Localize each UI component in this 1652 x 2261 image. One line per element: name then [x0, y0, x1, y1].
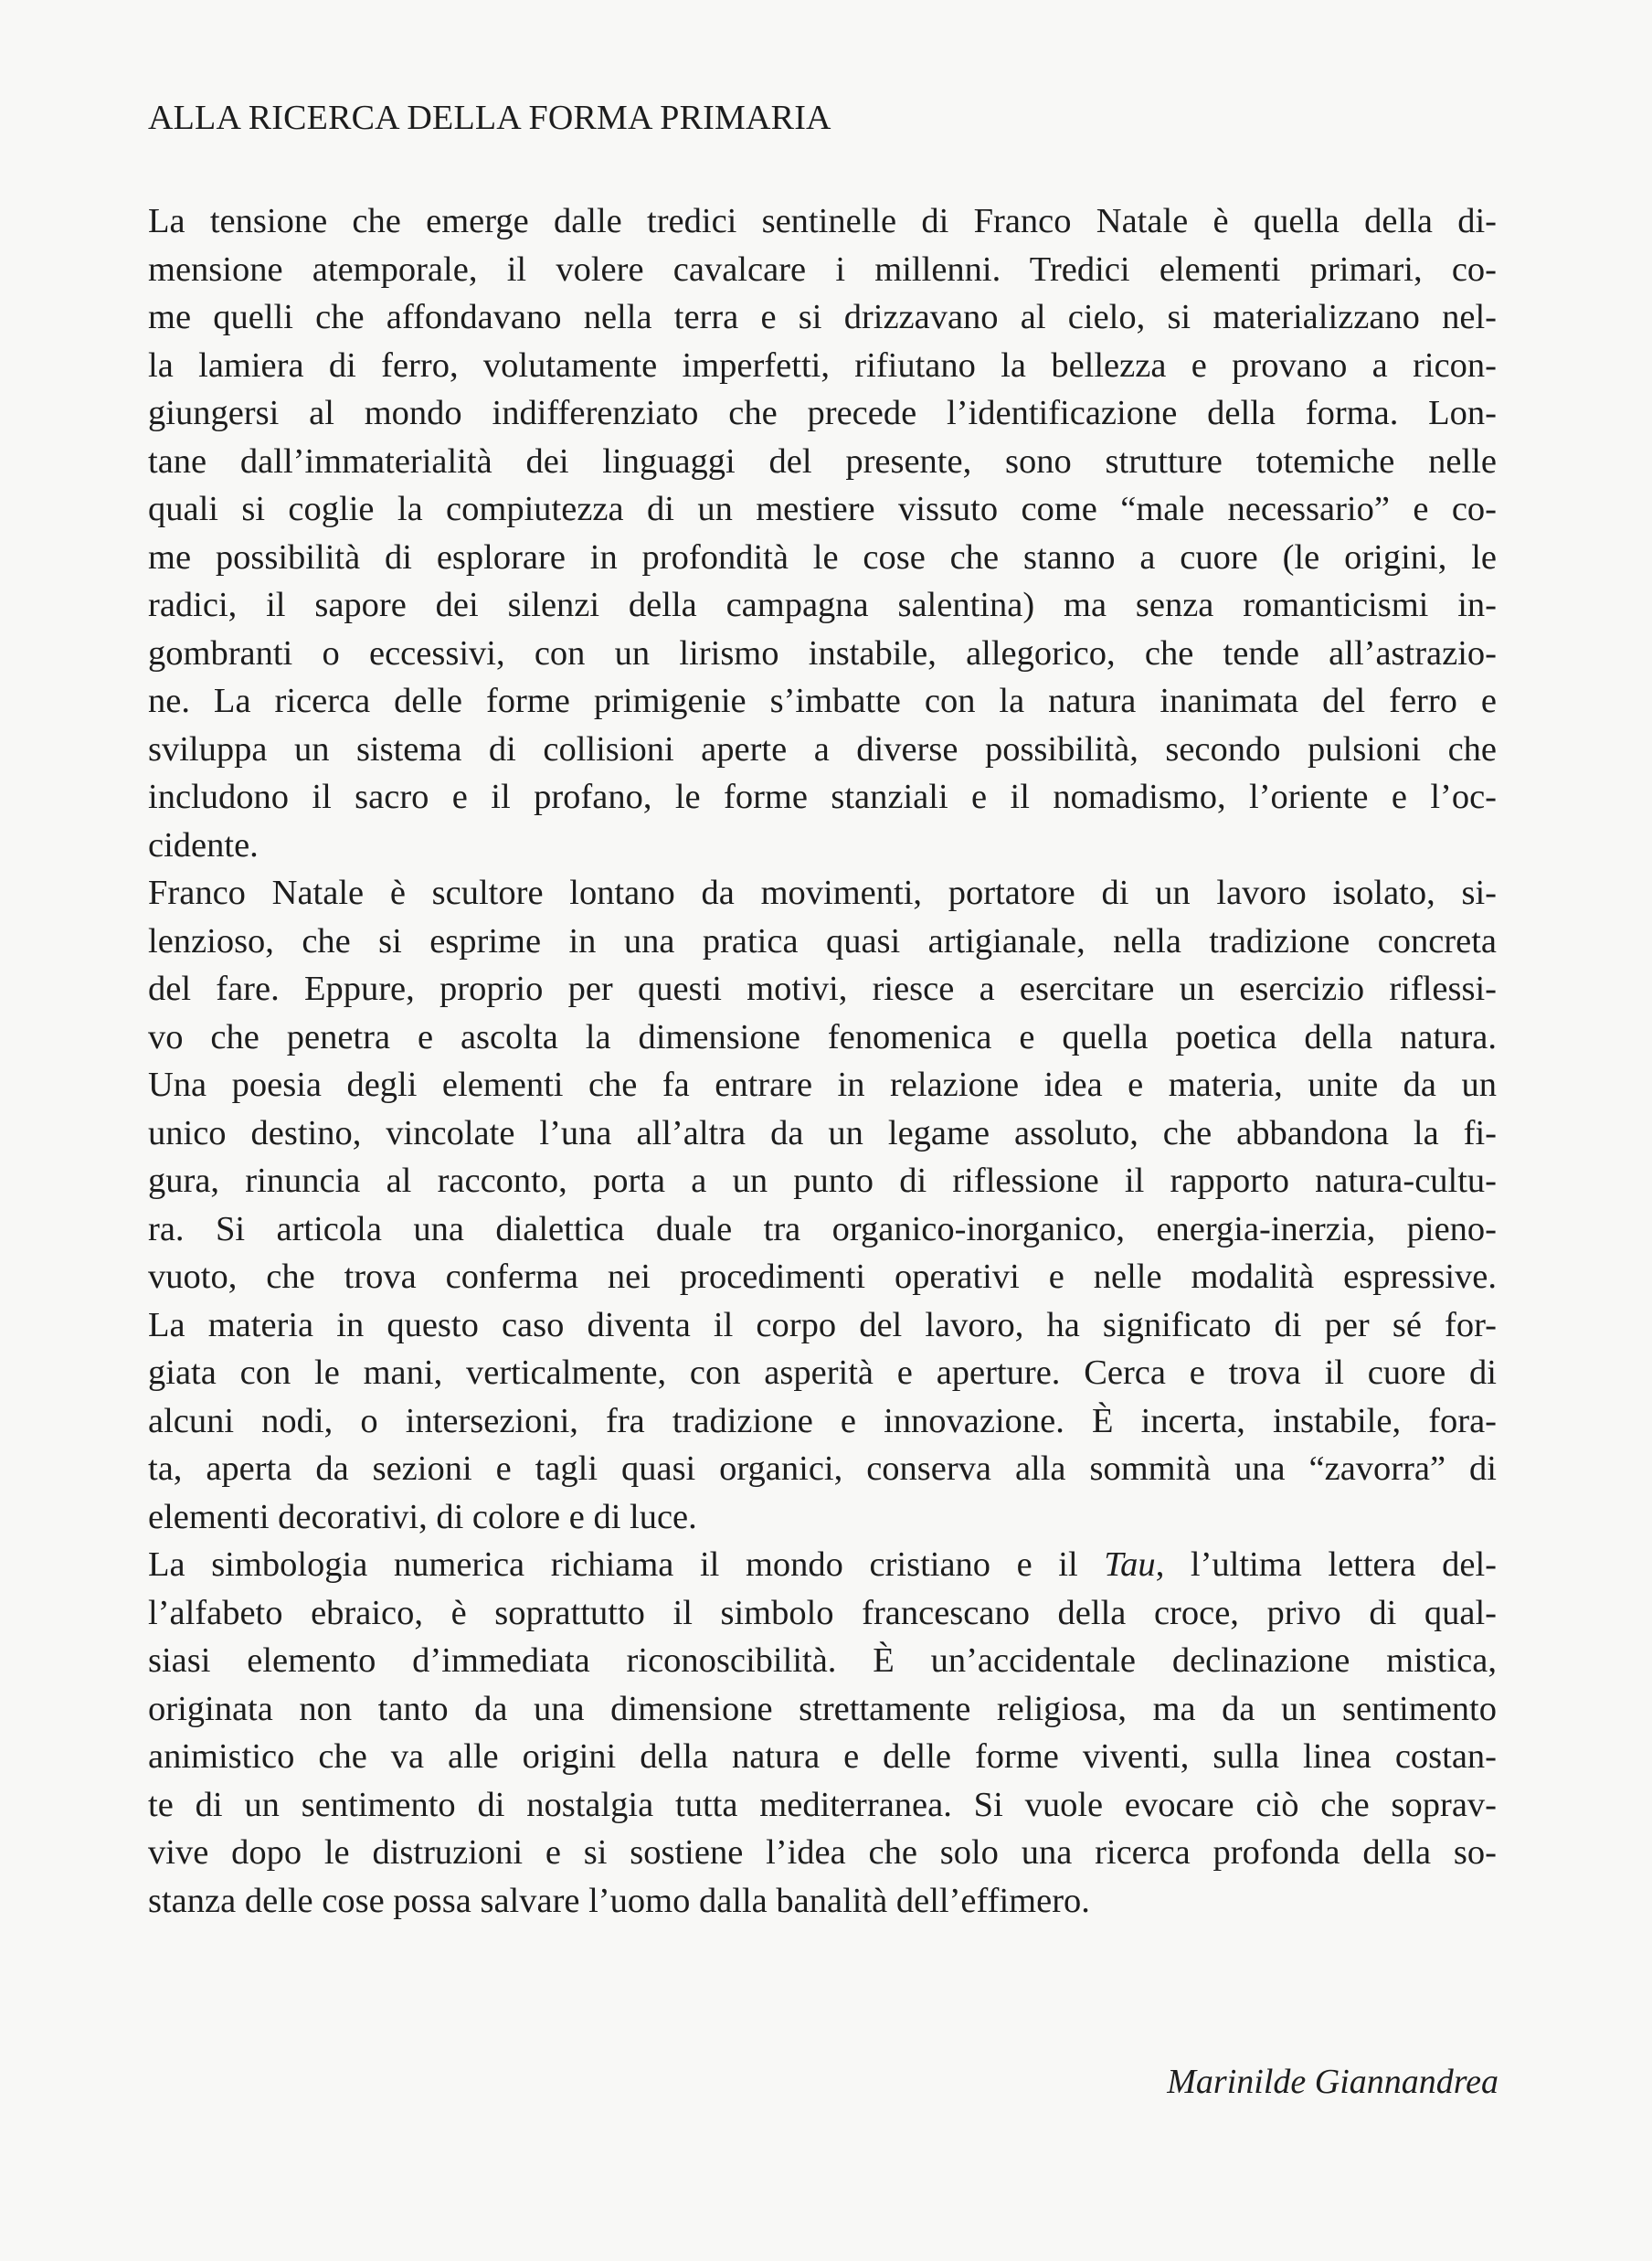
text-line: originata non tanto da una dimensione strettamente religiosa, ma da un sentimento — [148, 1689, 1497, 1728]
text-line: ta, aperta da sezioni e tagli quasi organici, conserva alla sommità una “zavorra” di — [148, 1449, 1497, 1488]
text-line: elementi decorativi, di colore e di luce. — [148, 1497, 697, 1536]
italic-term: Tau — [1104, 1545, 1156, 1584]
text-line: includono il sacro e il profano, le forme stanziali e il nomadismo, l’oriente e l’oc- — [148, 778, 1497, 816]
text-line: giungersi al mondo indifferenziato che precede l’identificazione della forma. Lon- — [148, 394, 1497, 432]
text-line: La materia in questo caso diventa il corpo del lavoro, ha significato di per sé for- — [148, 1305, 1497, 1344]
text-line: Franco Natale è scultore lontano da movimenti, portatore di un lavoro isolato, si- — [148, 874, 1497, 912]
text-line: stanza delle cose possa salvare l’uomo dalla banalità dell’effimero. — [148, 1881, 1090, 1920]
text-line: Una poesia degli elementi che fa entrare in relazione idea e materia, unite da un — [148, 1066, 1497, 1104]
text-line: radici, il sapore dei silenzi della campagna salentina) ma senza romanticismi in- — [148, 586, 1497, 624]
text-line: quali si coglie la compiutezza di un mestiere vissuto come “male necessario” e co- — [148, 490, 1497, 528]
author-signature: Marinilde Giannandrea — [1167, 2063, 1498, 2101]
text-line: mensione atemporale, il volere cavalcare i millenni. Tredici elementi primari, co- — [148, 249, 1497, 289]
text-line: l’alfabeto ebraico, è soprattutto il simbolo francescano della croce, privo di qual- — [148, 1593, 1497, 1632]
text-line: La tensione che emerge dalle tredici sentinelle di Franco Natale è quella della di- — [148, 202, 1497, 240]
text-line: alcuni nodi, o intersezioni, fra tradizione e innovazione. È incerta, instabile, fora- — [148, 1401, 1497, 1440]
text-line: ra. Si articola una dialettica duale tra organico-inorganico, energia-inerzia, pieno- — [148, 1209, 1497, 1248]
text-line: animistico che va alle origini della natura e delle forme viventi, sulla linea costan- — [148, 1737, 1497, 1776]
text-line: vive dopo le distruzioni e si sostiene l’idea che solo una ricerca profonda della so- — [148, 1833, 1497, 1872]
text-line: me quelli che affondavano nella terra e si drizzavano al cielo, si materializzano nel- — [148, 298, 1497, 336]
text-line: sviluppa un sistema di collisioni aperte a diverse possibilità, secondo pulsioni che — [148, 729, 1497, 769]
text-line: cidente. — [148, 825, 259, 865]
text-line: me possibilità di esplorare in profondità le cose che stanno a cuore (le origini, le — [148, 537, 1497, 577]
body-text — [148, 197, 1497, 1925]
text-line: vuoto, che trova conferma nei procedimenti operativi e nelle modalità espressive. — [148, 1258, 1497, 1296]
text-line: gombranti o eccessivi, con un lirismo instabile, allegorico, che tende all’astrazio- — [148, 633, 1497, 673]
text-line: tane dall’immaterialità dei linguaggi del presente, sono strutture totemiche nelle — [148, 441, 1497, 481]
text-line: te di un sentimento di nostalgia tutta mediterranea. Si vuole evocare ciò che soprav- — [148, 1785, 1497, 1824]
text-line: del fare. Eppure, proprio per questi motivi, riesce a esercitare un esercizio riflessi- — [148, 970, 1497, 1008]
text-line: vo che penetra e ascolta la dimensione fenomenica e quella poetica della natura. — [148, 1017, 1497, 1056]
text-line: lenzioso, che si esprime in una pratica quasi artigianale, nella tradizione concreta — [148, 921, 1497, 961]
text-line: siasi elemento d’immediata riconoscibilità. È un’accidentale declinazione mistica, — [148, 1641, 1497, 1680]
text-line: La simbologia numerica richiama il mondo cristiano e il Tau, l’ultima lettera del- — [148, 1545, 1497, 1584]
text-line: giata con le mani, verticalmente, con asperità e aperture. Cerca e trova il cuore di — [148, 1353, 1497, 1392]
paragraph-1 — [148, 197, 1497, 869]
text-line: gura, rinuncia al racconto, porta a un punto di riflessione il rapporto natura-cultu- — [148, 1162, 1497, 1200]
paragraph-3 — [148, 1541, 1497, 1925]
paragraph-2 — [148, 869, 1497, 1541]
text-line: unico destino, vincolate l’una all’altra da un legame assoluto, che abbandona la fi- — [148, 1113, 1497, 1152]
text-line: la lamiera di ferro, volutamente imperfetti, rifiutano la bellezza e provano a ricon- — [148, 345, 1497, 385]
text-line: ne. La ricerca delle forme primigenie s’imbatte con la natura inanimata del ferro e — [148, 682, 1497, 720]
page-title: ALLA RICERCA DELLA FORMA PRIMARIA — [148, 99, 831, 137]
